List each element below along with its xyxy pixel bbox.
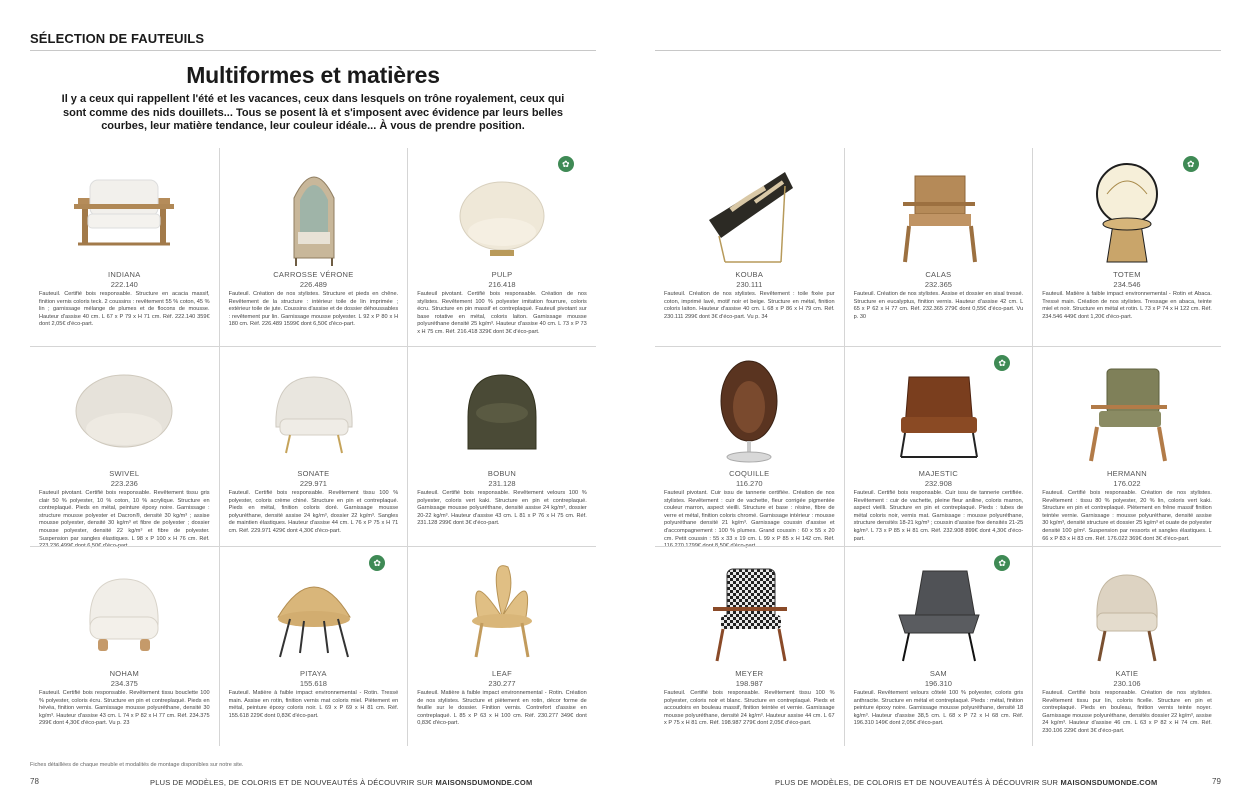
product-card-coquille[interactable]	[655, 346, 844, 550]
bobun-armchair-image	[438, 357, 566, 469]
page-right	[625, 0, 1250, 803]
product-description: Fauteuil. Revêtement velours côtelé 100 % polyester, coloris gris anthracite. Structure en métal et contreplaqué. Pieds : métal, finition peinture époxy noire. Garnissage mousse polyuréthane, densité 18 kg/m³. Hauteur d'assise 38,5 cm. L 68 x P 72 x H 68 cm. Réf. 196.310 149€ dont 2,05€ d'éco-part.	[853, 690, 1024, 727]
product-description: Fauteuil pivotant. Certifié bois responsable. Revêtement tissu gris clair 50 % polyester, 10 % coton, 10 % acrylique. Structure en contreplaqué. Pieds en métal, peinture époxy noire. Garnissage : structure mousse polyester et Dacron®, densité 30 kg/m³ ; assise mousse polyester, densité 30 kg/m³ et fibre de polyester ; dossier mousse polyester, densité 22 kg/m³ et fibre de polyester. Suspension par sangles élastiques. L 98 x P 100 x H 76 cm. Réf. 223.236 499€ dont 6,50€ d'éco-part.	[39, 490, 210, 550]
product-card-totem[interactable]	[1032, 148, 1221, 348]
product-ref: 196.310	[924, 679, 952, 688]
leaf-eco-icon: ✿	[558, 156, 574, 172]
product-description: Fauteuil. Certifié bois responsable. Revêtement tissu 100 % polyester, coloris noir et blanc. Structure en contreplaqué. Pieds et accoudoirs en bouleau massif, finition teintée et vernie. Garnissage mousse polyuréthane, densité 24 kg/m³. Hauteur assise 44 cm. L 67 x P 75 x H 81 cm. Réf. 198.987 279€ dont 2,05€ d'éco-part.	[664, 690, 835, 727]
totem-armchair-image	[1063, 158, 1191, 270]
product-description: Fauteuil pivotant. Cuir issu de tannerie certifiée. Création de nos stylistes. Revêtement : cuir de vachette, fleur corrigée pigmentée couleur marron, aspect vieilli. Structure et base : résine, fibre de verre et métal, finition coloris chromé. Garnissage intérieur : mousse polyuréthane densité 21 kg/m³. Garnissage coussin d'assise et d'accompagnement : 100 % plumes. Grand coussin : 60 x 55 x 20 cm. Petit coussin : 55 x 33 x 19 cm. L 99 x P 85 x H 142 cm. Réf. 116.270 1799€ dont 8,50€ d'éco-part.	[664, 490, 835, 550]
product-name: TOTEM	[1113, 270, 1141, 279]
pulp-armchair-image	[438, 158, 566, 270]
kouba-armchair-image	[685, 158, 813, 270]
product-ref: 116.270	[736, 479, 763, 488]
product-card-bobun[interactable]	[407, 346, 596, 546]
coquille-armchair-image	[685, 357, 813, 469]
product-card-swivel[interactable]	[30, 346, 219, 550]
leaf-eco-icon: ✿	[994, 355, 1010, 371]
product-ref: 223.236	[110, 479, 138, 488]
product-card-kouba[interactable]	[655, 148, 844, 348]
carrosse-verone-armchair-image	[250, 158, 378, 270]
product-ref: 155.618	[299, 679, 327, 688]
product-ref: 222.140	[110, 280, 138, 289]
divider	[30, 50, 596, 51]
product-name: INDIANA	[108, 270, 141, 279]
sam-armchair-image	[875, 557, 1003, 669]
product-grid-right	[655, 148, 1221, 748]
product-card-majestic[interactable]	[844, 346, 1033, 546]
product-ref: 234.375	[110, 679, 138, 688]
product-description: Fauteuil. Certifié bois responsable. Création de nos stylistes. Revêtement : tissu 80 % polyester, 20 % lin, coloris vert kaki. Structure en pin et contreplaqué. Piètement en frêne massif finition teintée vernie. Garnissage : mousse polyuréthane, densité assise 30 kg/m³, densité structure et dossier 25 kg/m³ et ouate de polyester densité 100 g/m². Suspension par ressorts et sangles élastiques. L 66 x P 83 x H 83 cm. Réf. 176.022 369€ dont 3€ d'éco-part.	[1042, 490, 1212, 542]
page-number-right: 79	[1212, 777, 1221, 786]
product-card-noham[interactable]	[30, 546, 219, 746]
product-name: HERMANN	[1106, 469, 1147, 478]
product-description: Fauteuil. Certifié bois responsable. Revêtement velours 100 % polyester, coloris vert kaki. Structure en pin et contreplaqué. Garnissage mousse polyuréthane, densité assise 24 kg/m³, dossier 20-22 kg/m³. Hauteur d'assise 43 cm. L 81 x P 76 x H 75 cm. Réf. 231.128 299€ dont 3€ d'éco-part.	[417, 490, 587, 527]
product-name: BOBUN	[487, 469, 517, 478]
leaf-armchair-image	[438, 557, 566, 669]
product-card-pulp[interactable]	[407, 148, 596, 348]
product-card-katie[interactable]	[1032, 546, 1221, 746]
product-name: KATIE	[1115, 669, 1139, 678]
product-card-pitaya[interactable]	[219, 546, 408, 746]
product-name: CALAS	[925, 270, 952, 279]
sonate-armchair-image	[250, 357, 378, 469]
product-description: Fauteuil. Création de nos stylistes. Revêtement : toile fixée pur coton, imprimé lavé, motif noir et beige. Structure en métal, finition coloris laiton. Hauteur d'assise 40 cm. L 68 x P 86 x H 79 cm. Réf. 230.111 299€ dont 3€ d'éco-part. Vu p. 34	[664, 291, 835, 320]
page-headline: Multiformes et matières	[186, 62, 440, 88]
promo-line-left	[150, 778, 532, 787]
product-description: Fauteuil. Certifié bois responsable. Revêtement tissu bouclette 100 % polyester, coloris écru. Structure en pin et contreplaqué. Pieds en hévéa, finition vernis. Garnissage mousse polyuréthane, densité 30 kg/m³. Hauteur d'assise 43 cm. L 74 x P 82 x H 77 cm. Réf. 234.375 299€ dont 4,30€ d'éco-part. Vu p. 23	[39, 690, 210, 727]
product-name: KOUBA	[735, 270, 764, 279]
product-ref: 230.106	[1113, 679, 1141, 688]
product-ref: 230.111	[736, 280, 763, 289]
pitaya-armchair-image	[250, 557, 378, 669]
product-description: Fauteuil pivotant. Certifié bois responsable. Création de nos stylistes. Revêtement 100 % polyester imitation fourrure, coloris écru. Structure en pin massif et contreplaqué. Fauteuil pivotant sur base rotative en métal, coloris laiton. Garnissage mousse polyuréthane densité 25 kg/m³. Hauteur d'assise 40 cm. L 73 x P 73 x H 75 cm. Réf. 216.418 329€ dont 3€ d'éco-part.	[417, 291, 587, 335]
leaf-eco-icon: ✿	[994, 555, 1010, 571]
product-card-sam[interactable]	[844, 546, 1033, 746]
leaf-eco-icon: ✿	[1183, 156, 1199, 172]
page-number-left: 78	[30, 777, 39, 786]
product-card-leaf[interactable]	[407, 546, 596, 746]
product-name: SWIVEL	[109, 469, 140, 478]
product-name: PULP	[491, 270, 513, 279]
product-name: COQUILLE	[729, 469, 770, 478]
product-name: NOHAM	[109, 669, 139, 678]
product-ref: 232.908	[924, 479, 952, 488]
product-description: Fauteuil. Certifié bois responsable. Revêtement tissu 100 % polyester, coloris crème chiné. Structure en pin et contreplaqué. Pieds en métal, finition coloris doré. Garnissage mousse polyuréthane, densité assise 24 kg/m³, dossier 22 kg/m³. Sangles de maintien élastiques. Hauteur d'assise 44 cm. L 76 x P 75 x H 71 cm. Réf. 229.971 429€ dont 4,30€ d'éco-part.	[228, 490, 399, 534]
noham-armchair-image	[60, 557, 188, 669]
product-ref: 176.022	[1113, 479, 1141, 488]
intro-text: Il y a ceux qui rappellent l'été et les vacances, ceux dans lesquels on trône royalement, ceux qui sont comme des nids douillets... Tous se posent là et s'imposent avec évidence par leurs belles courbes, leur matière tendance, leur couleur idéale... À vous de prendre position.	[61, 93, 565, 132]
hermann-armchair-image	[1063, 357, 1191, 469]
product-description: Fauteuil. Certifié bois responsable. Structure en acacia massif, finition vernis coloris teck. 2 coussins : revêtement 55 % coton, 45 % lin ; garnissage mélange de plumes et de flocons de mousse. Hauteur d'assise 40 cm. L 67 x P 79 x H 71 cm. Réf. 222.140 359€ dont 2,05€ d'éco-part.	[39, 291, 210, 328]
product-name: CARROSSE VÉRONE	[273, 270, 354, 279]
indiana-armchair-image	[60, 158, 188, 270]
product-card-carrosse-verone[interactable]	[219, 148, 408, 348]
product-ref: 226.489	[299, 280, 327, 289]
promo-site-link[interactable]: MAISONSDUMONDE.COM	[1060, 778, 1158, 787]
swivel-armchair-image	[60, 357, 188, 469]
product-ref: 198.987	[735, 679, 763, 688]
footnote: Fiches détaillées de chaque meuble et modalités de montage disponibles sur notre site.	[30, 762, 244, 768]
product-description: Fauteuil. Certifié bois responsable. Cuir issu de tannerie certifiée. Revêtement : cuir de vachette, pleine fleur aniline, coloris marron, aspect vieilli. Structure en pin et contreplaqué. Pieds : tubes de métal coloris noir, vernis mat. Garnissage : mousse polyuréthane, structure densités 18-21 kg/m³ ; coussin d'assise fixe densités 21-25 kg/m³. L 73 x P 85 x H 81 cm. Réf. 232.908 899€ dont 4,30€ d'éco-part.	[853, 490, 1024, 542]
product-description: Fauteuil. Certifié bois responsable. Création de nos stylistes. Revêtement tissu pur lin, coloris ficelle. Structure en pin et contreplaqué. Pieds en bouleau, finition vernis teinte noyer. Garnissage mousse polyuréthane, densités dossier 22 kg/m³, assise 24 kg/m³. Hauteur d'assise 46 cm. L 63 x P 82 x H 74 cm. Réf. 230.106 229€ dont 3€ d'éco-part.	[1042, 690, 1212, 734]
meyer-armchair-image	[685, 557, 813, 669]
product-card-calas[interactable]	[844, 148, 1033, 348]
product-description: Fauteuil. Matière à faible impact environnemental - Rotin. Tressé main. Assise en rotin, finition vernis mat coloris miel. Piètement en métal, peinture époxy coloris noir. L 69 x P 69 x H 81 cm. Réf. 155.618 229€ dont 0,83€ d'éco-part.	[228, 690, 399, 719]
product-name: PITAYA	[299, 669, 327, 678]
product-description: Fauteuil. Création de nos stylistes. Structure et pieds en chêne. Revêtement de la structure : intérieur toile de lin imprimée ; extérieur toile de jute. Coussins d'assise et de dossier déhoussables : revêtement pur lin. Garnissage mousse polyester. L 92 x P 80 x H 180 cm. Réf. 226.489 1599€ dont 6,50€ d'éco-part.	[228, 291, 399, 328]
product-name: SAM	[929, 669, 947, 678]
product-card-meyer[interactable]	[655, 546, 844, 746]
product-ref: 216.418	[488, 280, 516, 289]
product-name: LEAF	[492, 669, 512, 678]
promo-line-right	[775, 778, 1157, 787]
product-card-indiana[interactable]	[30, 148, 219, 348]
product-description: Fauteuil. Création de nos stylistes. Assise et dossier en sisal tressé. Structure en eucalyptus, finition vernis. Hauteur d'assise 42 cm. L 65 x P 62 x H 77 cm. Réf. 232.365 279€ dont 0,55€ d'éco-part. Vu p. 30	[853, 291, 1024, 320]
promo-text: PLUS DE MODÈLES, DE COLORIS ET DE NOUVEAUTÉS À DÉCOUVRIR SUR	[150, 778, 436, 787]
product-ref: 234.546	[1113, 280, 1141, 289]
product-ref: 230.277	[488, 679, 516, 688]
product-name: MEYER	[735, 669, 764, 678]
product-ref: 231.128	[488, 479, 516, 488]
section-title: SÉLECTION DE FAUTEUILS	[30, 31, 205, 46]
katie-armchair-image	[1063, 557, 1191, 669]
product-ref: 232.365	[924, 280, 952, 289]
product-grid-left	[30, 148, 596, 748]
product-ref: 229.971	[299, 479, 327, 488]
product-card-sonate[interactable]	[219, 346, 408, 546]
promo-text: PLUS DE MODÈLES, DE COLORIS ET DE NOUVEAUTÉS À DÉCOUVRIR SUR	[775, 778, 1061, 787]
product-description: Fauteuil. Matière à faible impact environnemental - Rotin. Création de nos stylistes. Structure et piètement en rotin, décor forme de feuille sur le dossier. Finition vernis. Contrefort d'assise en contreplaqué. L 85 x P 63 x H 100 cm. Réf. 230.277 349€ dont 0,83€ d'éco-part.	[417, 690, 587, 727]
majestic-armchair-image	[875, 357, 1003, 469]
leaf-eco-icon: ✿	[369, 555, 385, 571]
product-name: MAJESTIC	[918, 469, 959, 478]
calas-armchair-image	[875, 158, 1003, 270]
product-description: Fauteuil. Matière à faible impact environnemental - Rotin et Abaca. Tressé main. Création de nos stylistes. Tressage en abaca, teinte miel et noir. Structure en métal et rotin. L 73 x P 74 x H 122 cm. Réf. 234.546 449€ dont 1,20€ d'éco-part.	[1042, 291, 1212, 320]
product-card-hermann[interactable]	[1032, 346, 1221, 546]
divider	[655, 50, 1221, 51]
product-name: SONATE	[297, 469, 330, 478]
promo-site-link[interactable]: MAISONSDUMONDE.COM	[435, 778, 533, 787]
